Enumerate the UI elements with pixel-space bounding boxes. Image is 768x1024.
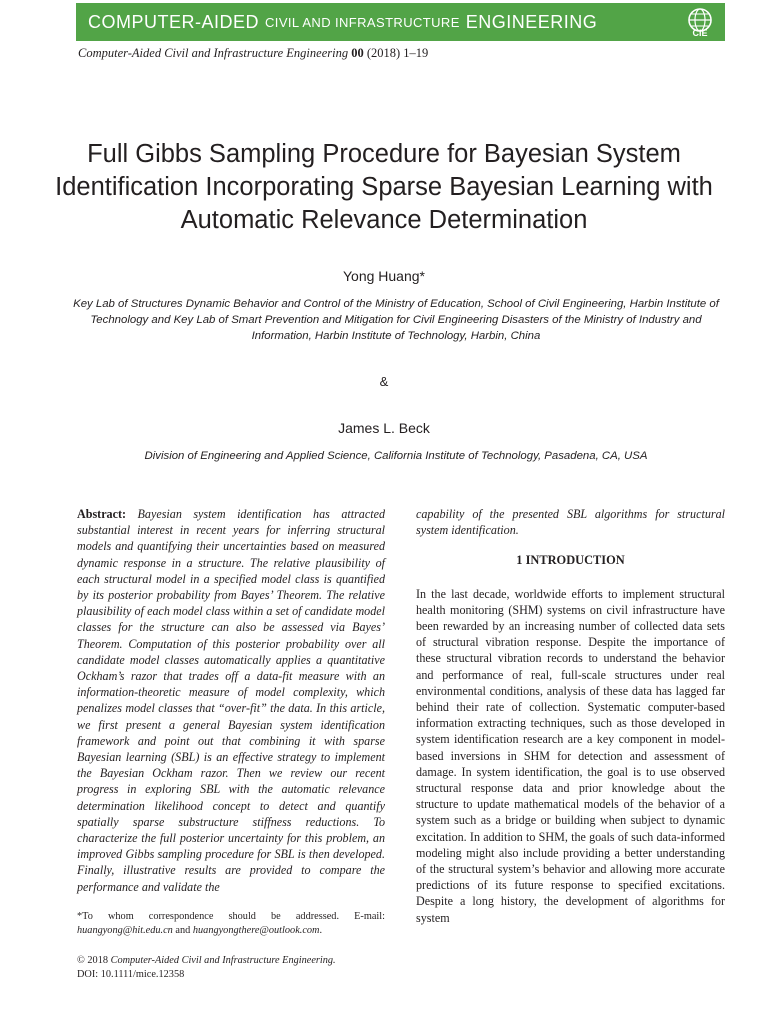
abstract-label: Abstract: [77, 507, 127, 521]
journal-citation [78, 46, 428, 61]
footnote-text: *To whom correspondence should be addressed. E-mail: [77, 911, 385, 922]
footnote-end: . [319, 925, 323, 936]
author-name: Yong Huang* [342, 268, 425, 284]
journal-year-pages: (2018) 1–19 [366, 46, 429, 60]
banner-title-part2: CIVIL AND INFRASTRUCTURE [265, 14, 460, 30]
footnote-and: and [175, 925, 191, 936]
footnote-email[interactable]: huangyong@hit.edu.cn [77, 925, 173, 936]
left-column [77, 506, 385, 895]
copyright-journal: Computer-Aided Civil and Infrastructure Engineering. [110, 955, 336, 966]
copyright-notice [77, 954, 336, 982]
right-column [416, 506, 725, 926]
footnote-email[interactable]: huangyongthere@outlook.com [192, 925, 320, 936]
logo-text: CIE [692, 28, 708, 38]
author-separator: & [379, 374, 389, 389]
banner-title-part1: COMPUTER-AIDED [88, 11, 260, 32]
abstract-text: Bayesian system identification has attracted substantial interest in recent years for inferring structural models and quantifying their uncertainties based on measured dynamic response in a structure. The relative plausibility of each structural model in a specified model class is quantified by its posterior probability from Bayes’ Theorem. The relative plausibility of each model class within a set of candidate model classes for the structure can also be assessed via Bayes’ Theorem. Computation of this posterior probability over all candidate model classes automatically applies a quantitative Ockham’s razor that trades off a data-fit measure with an information-theoretic measure of model complexity, which penalizes model classes that “over-fit” the data. In this article, we first present a general Bayesian system identification framework and point out that combining it with sparse Bayesian learning (SBL) is an effective strategy to implement the Bayesian Ockham razor. Then we review our recent progress in exploring SBL with the automatic relevance determination likelihood concept to detect and quantify spatially sparse substructure stiffness reductions. To characterize the full posterior uncertainty for this problem, an improved Gibbs sampling procedure for SBL is then developed. Finally, illustrative results are provided to compare the performance and validate the [77, 507, 386, 894]
journal-name: Computer-Aided Civil and Infrastructure Engineering [78, 46, 349, 60]
banner-title-part3: ENGINEERING [465, 11, 598, 32]
section-heading: 1 INTRODUCTION [516, 553, 625, 568]
author-name: James L. Beck [338, 420, 430, 436]
abstract-continuation: capability of the presented SBL algorithms for structural system identification. [416, 507, 725, 538]
paper-title: Full Gibbs Sampling Procedure for Bayesian System Identification Incorporating Sparse Bayesian Learning with Automatic Relevance Determination [55, 140, 713, 234]
journal-logo-icon [680, 6, 720, 38]
copyright-line [77, 954, 336, 968]
correspondence-footnote [77, 910, 385, 938]
copyright-year: © 2018 [77, 955, 108, 966]
journal-volume: 00 [351, 46, 364, 60]
author-affiliation: Division of Engineering and Applied Science, California Institute of Technology, Pasadena, CA, USA [144, 450, 648, 462]
author-affiliation: Key Lab of Structures Dynamic Behavior and Control of the Ministry of Education, School of Civil Engineering, Harbin Institute of Technology and Key Lab of Smart Prevention and Mitigation for Civil Engineering Disasters of the Ministry of Industry and Information, Harbin Institute of Technology, Harbin, China [73, 298, 719, 342]
journal-banner [76, 3, 725, 41]
doi[interactable]: DOI: 10.1111/mice.12358 [77, 969, 185, 980]
abstract [77, 506, 385, 895]
introduction-text: In the last decade, worldwide efforts to implement structural health monitoring (SHM) systems on civil infrastructure have been rewarded by an increasing number of collected data sets of structural vibration response. Despite the importance of these structural vibration records to understand the behavior and performance of real, full-scale structures under real environmental conditions, analysis of these data has lagged far behind their rate of collection. Systematic computer-based information extracting techniques, such as those developed in system identification research are a key component in model-based inversions in SHM for detection and assessment of damage. In system identification, the goal is to use observed structural response data and prior knowledge about the structure to update mathematical models of the behavior of a system such as a bridge or building when subject to dynamic excitation. In addition to SHM, the goals of such data-informed modeling might also include providing a better understanding of the structural system’s behavior and allowing more accurate predictions of its future response to specified excitations. Despite a long history, the development of algorithms for system [416, 586, 725, 925]
